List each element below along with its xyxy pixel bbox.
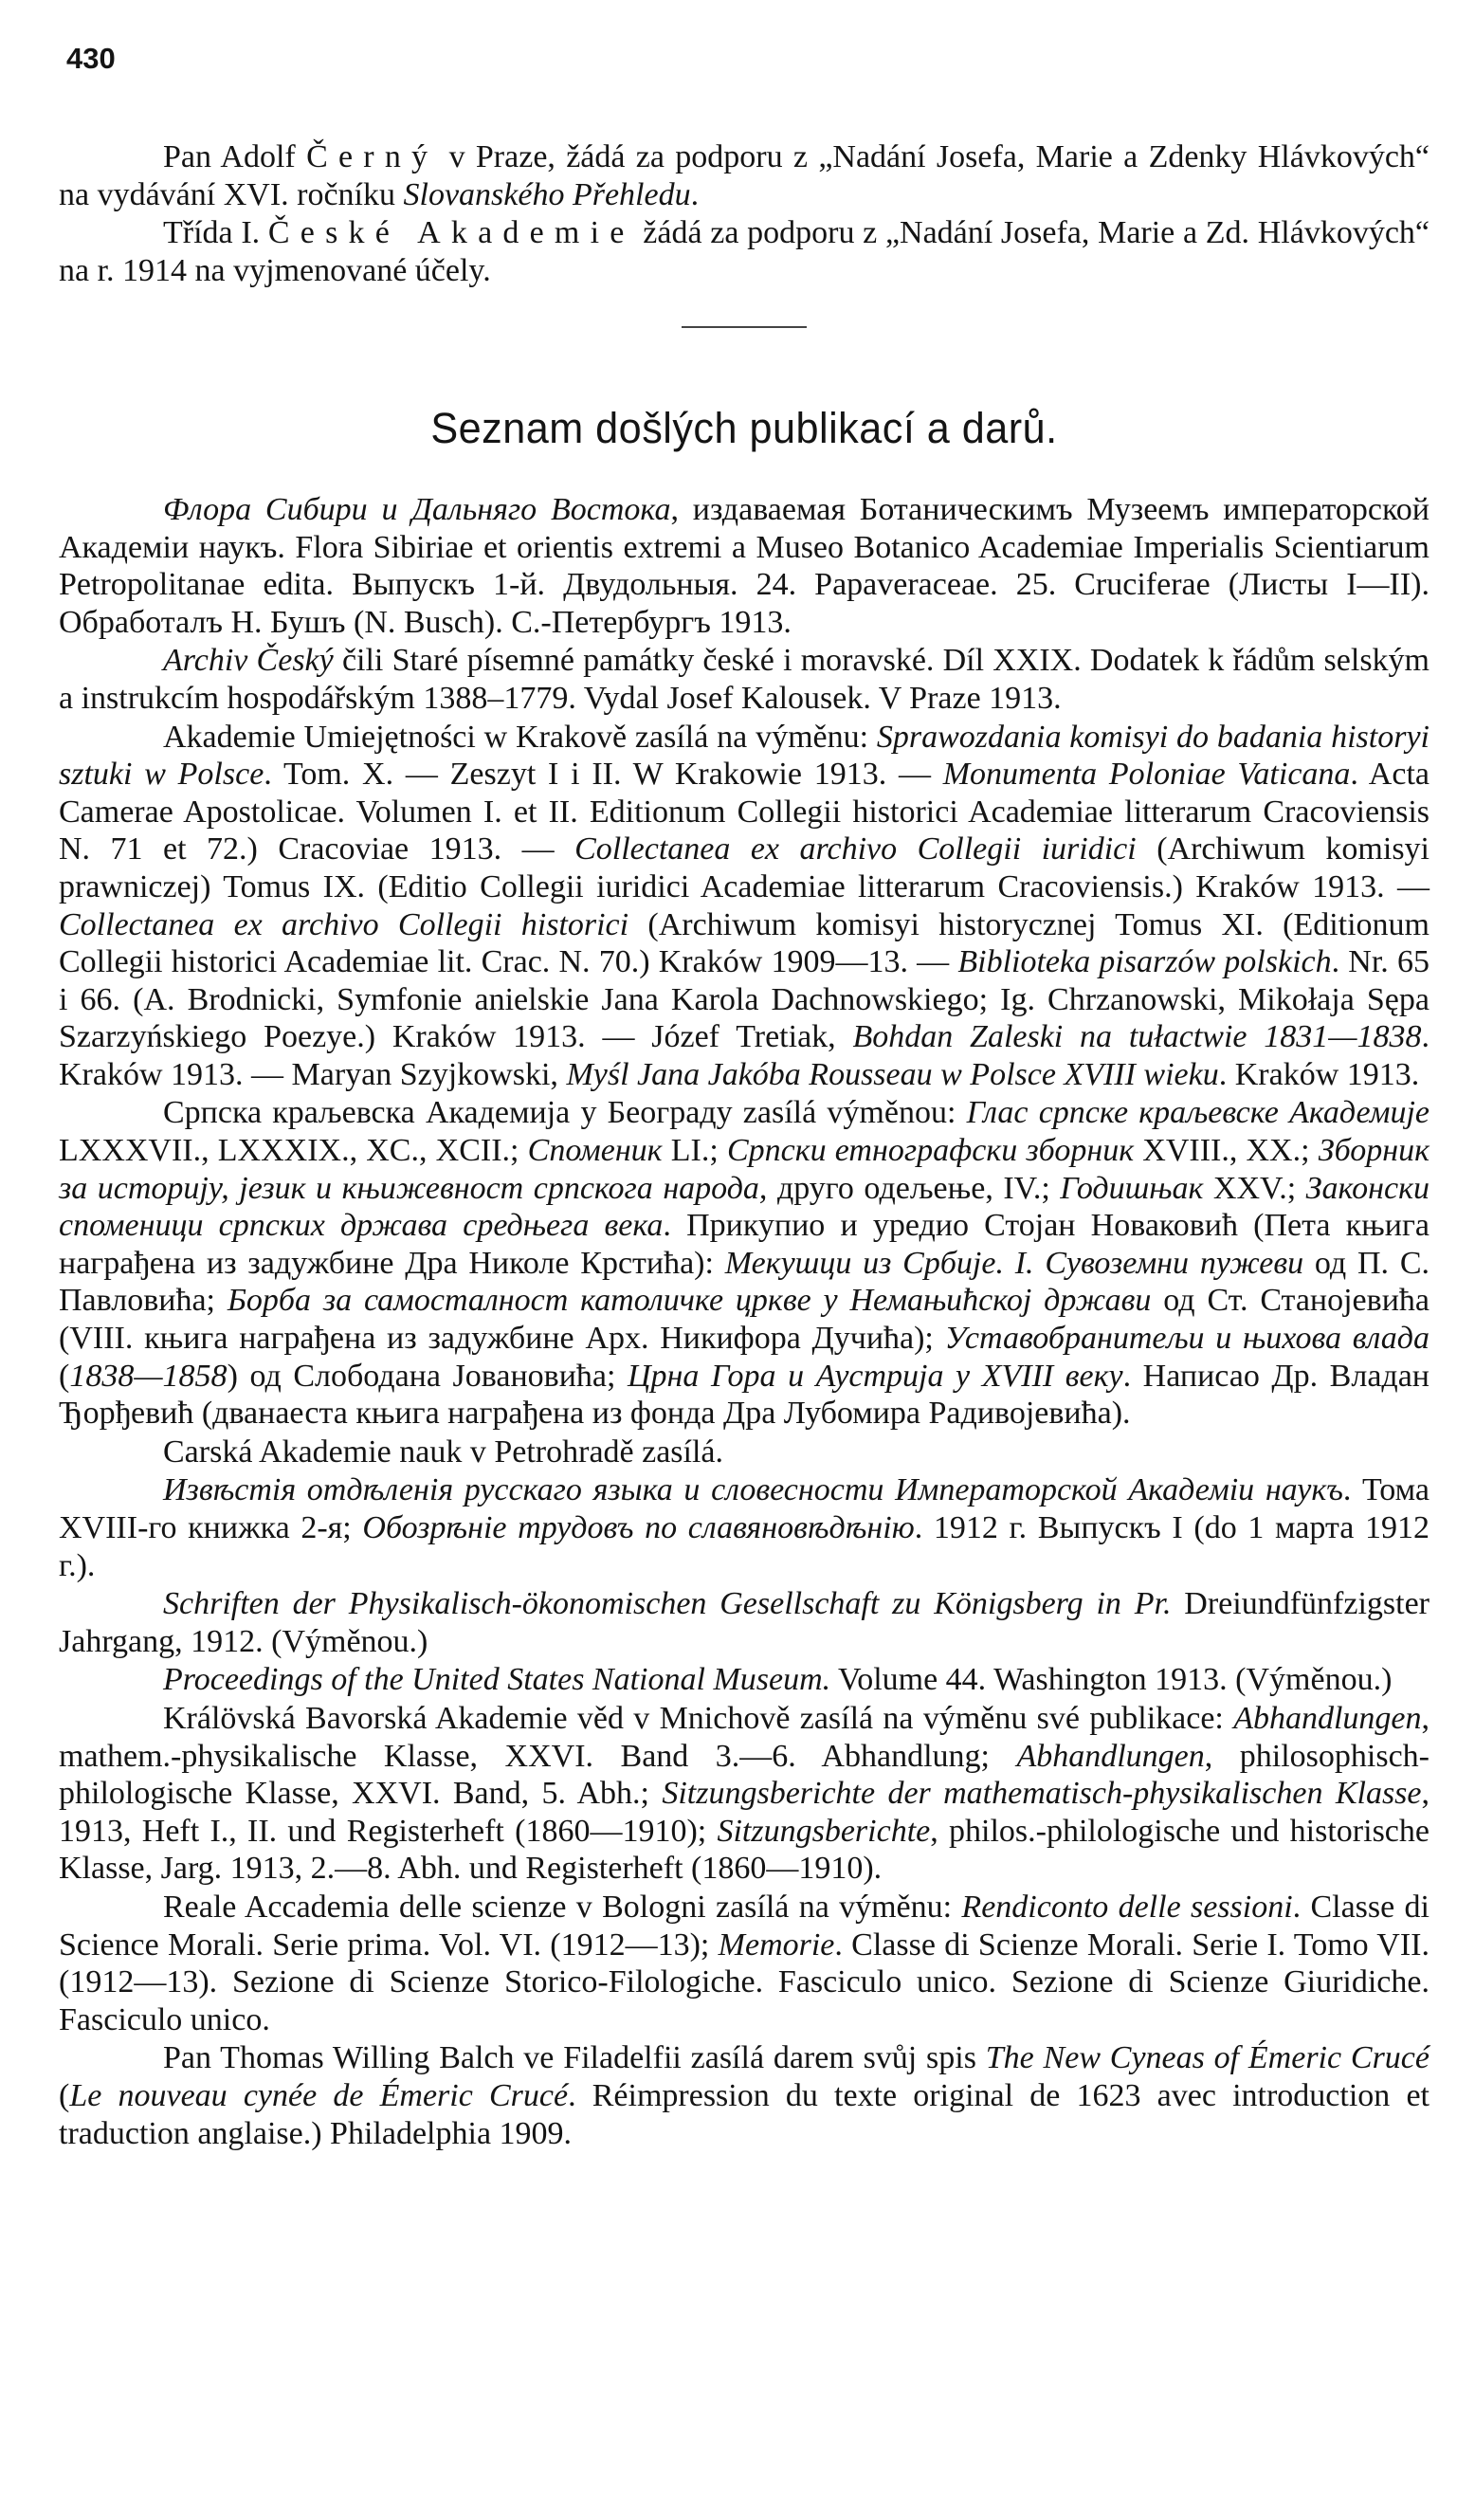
entry-bavorska-text-4: , philos.-philologische und historische Klasse, Jarg. 1913, 2.—8. Abh. und Registerheft (1860—1910). xyxy=(59,1813,1429,1887)
request-paragraph-trida xyxy=(59,214,1429,289)
entry-archiv xyxy=(59,642,1429,717)
entry-srpska-title-10: Црна Гора и Аустрија у XVIII веку xyxy=(628,1358,1123,1394)
entry-bologna-accademia xyxy=(59,1889,1429,2038)
request-trida-name: České Akademie xyxy=(267,215,635,251)
entry-srpska-title-9: Уставобранитељи и њихова влада xyxy=(944,1321,1429,1357)
entry-bavorska-title-1: Abhandlungen xyxy=(1233,1700,1422,1736)
entry-bavorska-title-2: Abhandlungen xyxy=(1016,1738,1205,1774)
entry-krakow-text-1: . Tom. X. — Zeszyt I i II. W Krakowie 1913. — xyxy=(264,757,943,793)
entry-flora xyxy=(59,491,1429,641)
entry-akademie-krakow xyxy=(59,719,1429,1094)
request-paragraph-cerny xyxy=(59,138,1429,213)
entry-balch-text-1: ( xyxy=(59,2077,70,2113)
entry-srpska-text-9: ( xyxy=(59,1358,70,1394)
entry-srpska-text-6: . Прикупио и уредио Стојан Новаковић (Пета књига награђена из задужбине Дра Николе Крстића): xyxy=(59,1208,1429,1281)
text-column xyxy=(59,138,1429,2152)
entry-krakow-text-4: (Archiwum komisyi historycznej Tomus XI. (Editionum Collegii historici Academiae lit. Crac. N. 70.) Kraków 1909—13. — xyxy=(59,906,1429,980)
entry-krakow-title-7: Myśl Jana Jakóba Rousseau w Polsce XVIII wieku xyxy=(566,1056,1219,1092)
entry-izvestija-text-1: . Тома XVIII-го книжка 2-я; xyxy=(59,1472,1429,1545)
entry-proceedings xyxy=(59,1661,1429,1699)
entry-srpska-title-3: Српски етнографски зборник xyxy=(726,1133,1135,1169)
entry-balch-intro: Pan Thomas Willing Balch ve Filadelfii zasílá darem svůj spis xyxy=(163,2040,986,2076)
request-trida-after: žádá za podporu z „Nadání Josefa, Marie a Zd. Hlávkových“ na r. 1914 na vyjmenované účely. xyxy=(59,215,1430,288)
entry-srpska-intro: Српска краљевска Академија у Београду zasílá výměnou: xyxy=(163,1095,967,1131)
entry-balch xyxy=(59,2039,1429,2152)
entry-bavorska-text-1: , mathem.-physikalische Klasse, XXVI. Band 3.—6. Abhandlung; xyxy=(59,1700,1429,1774)
entry-srpska-title-7: Мекушци из Србије. I. Сувоземни пужеви xyxy=(724,1245,1304,1281)
entry-krakow-title-2: Monumenta Poloniae Vaticana xyxy=(942,757,1351,793)
entry-schriften-text: Dreiundfünfzigster Jahrgang, 1912. (Výměnou.) xyxy=(59,1586,1429,1659)
entry-krakow-title-1: Sprawozdania komisyi do badania historyi sztuki w Polsce xyxy=(59,719,1429,793)
entry-krakow-text-3: (Archiwum komisyi prawniczej) Tomus IX. (Editio Collegii iuridici Academiae litterarum Cracoviensis.) Kraków 1913. — xyxy=(59,831,1429,904)
entry-srpska-text-8: од Ст. Станојевића (VIII. књига награђена из задужбине Арх. Никифора Дучића); xyxy=(59,1283,1429,1357)
entry-srpska-title-1: Глас српске краљевске Академије xyxy=(966,1095,1430,1131)
entry-archiv-title: Archiv Český xyxy=(163,643,334,679)
entry-bologna-text-2: . Classe di Scienze Morali. Serie I. Tomo VII. (1912—13). Sezione di Scienze Storico-Filologiche. Fasciculo unico. Sezione di Scienze Giuridiche. Fasciculo unico. xyxy=(59,1927,1430,2037)
entry-srpska-text-3: XVIII., XX.; xyxy=(1134,1133,1319,1169)
entry-srpska-title-5: Годишњак xyxy=(1060,1170,1204,1206)
entry-krakow-title-6: Bohdan Zaleski na tułactwie 1831—1838 xyxy=(852,1019,1422,1055)
entry-izvestija-text-2: . 1912 г. Выпускъ I (do 1 марта 1912 г.). xyxy=(59,1510,1429,1583)
entry-schriften xyxy=(59,1585,1429,1660)
entry-bologna-intro: Reale Accademia delle scienze v Bologni zasílá na výměnu: xyxy=(163,1889,962,1925)
entry-flora-title: Флора Сибири и Дальняго Востока xyxy=(163,491,671,527)
entry-krakow-title-4: Collectanea ex archivo Collegii historici xyxy=(59,906,629,942)
entry-bavorska-title-3: Sitzungsberichte der mathematisch-physikalischen Klasse xyxy=(662,1776,1422,1812)
request-cerny-end: . xyxy=(690,176,700,212)
entry-srpska-text-7: од П. С. Павловића; xyxy=(59,1245,1429,1319)
entry-bologna-text-1: . Classe di Science Morali. Serie prima. Vol. VI. (1912—13); xyxy=(59,1889,1430,1963)
entry-balch-title-1: The New Cyneas of Émeric Crucé xyxy=(985,2040,1429,2076)
entry-srpska-title-4: Зборник за историју, језик и књижевност српскога народа, xyxy=(59,1133,1429,1206)
entry-srpska-title-6: Законски споменици српских држава средњега века xyxy=(59,1170,1429,1244)
entry-bavorska-title-4: Sitzungsberichte xyxy=(717,1813,931,1849)
entry-srpska-akademija xyxy=(59,1094,1429,1432)
entry-srpska-text-10: . Написао Др. Владан Ђорђевић (дванаеста књига награђена из фонда Дра Лубомира Радивојевића). xyxy=(59,1358,1429,1432)
entry-bavorska-text-2: , philosophisch-philologische Klasse, XXVI. Band, 5. Abh.; xyxy=(59,1738,1429,1812)
request-cerny-before: Pan Adolf xyxy=(163,139,296,174)
entry-izvestija-title-2: Обозрѣнiе трудовъ по славяновѣдѣнiю xyxy=(362,1510,915,1545)
entry-krakow-text-6: . Kraków 1913. — Maryan Szyjkowski, xyxy=(59,1019,1430,1092)
request-cerny-after: v Praze, žádá za podporu z „Nadání Josefa, Marie a Zdenky Hlávkových“ na vydávání XVI. ročníku xyxy=(59,139,1430,212)
entry-srpska-text-4: друго одељење, IV.; xyxy=(767,1170,1061,1206)
entry-bologna-title-1: Rendiconto delle sessioni xyxy=(961,1889,1293,1925)
entry-krakow-text-5: . Nr. 65 i 66. (A. Brodnicki, Symfonie anielskie Jana Karola Dachnowskiego; Ig. Chrzanowski, Mikołaja Sępa Szarzyńskiego Poezye.) Kraków 1913. — Józef Tretiak, xyxy=(59,944,1429,1055)
entry-carska-akademie xyxy=(59,1433,1429,1471)
entry-proceedings-title: Proceedings of the United States National Museum. xyxy=(163,1662,831,1698)
entry-izvestija xyxy=(59,1471,1429,1584)
entry-srpska-title-8: Борба за самосталност католичке цркве у Немањићској држави xyxy=(227,1283,1152,1319)
page-number: 430 xyxy=(66,42,116,75)
entry-srpska-years: 1838—1858 xyxy=(69,1358,228,1394)
entry-balch-title-2: Le nouveau cynée de Émeric Crucé xyxy=(69,2077,569,2113)
request-trida-before: Třída I. xyxy=(163,215,261,251)
entry-krakow-title-3: Collectanea ex archivo Collegii iuridici xyxy=(574,831,1137,867)
entry-srpska-text-2: LI.; xyxy=(662,1133,727,1169)
entry-bavorska-akademie xyxy=(59,1700,1429,1888)
entry-srpska-text-1: LXXXVII., LXXXIX., XC., XCII.; xyxy=(59,1133,528,1169)
section-title: Seznam došlých publikací a darů. xyxy=(430,404,1058,453)
entry-krakow-text-7: . Kraków 1913. xyxy=(1218,1056,1420,1092)
entry-proceedings-text: Volume 44. Washington 1913. (Výměnou.) xyxy=(830,1662,1393,1698)
entry-schriften-title: Schriften der Physikalisch-ökonomischen Gesellschaft zu Königsberg in Pr. xyxy=(163,1586,1172,1622)
request-cerny-journal: Slovanského Přehledu xyxy=(403,176,691,212)
entry-srpska-text-5: XXV.; xyxy=(1203,1170,1306,1206)
entry-flora-text: , издаваемая Ботаническимъ Музеемъ императорской Академiи наукъ. Flora Sibiriae et orientis extremi a Museo Botanico Academiae Imperialis Scientiarum Petropolitanae edita. Выпускъ 1-й. Двудольныя. 24. Papaveraceae. 25. Cruciferae (Листы I—II). Обработалъ Н. Бушъ (N. Busch). С.-Петербургъ 1913. xyxy=(59,491,1430,640)
separator-rule xyxy=(682,326,807,328)
entry-bavorska-text-3: , 1913, Heft I., II. und Registerheft (1860—1910); xyxy=(59,1776,1429,1849)
entry-izvestija-title: Извѣстiя отдѣленiя русскаго языка и словесности Императорской Академiи наукъ xyxy=(163,1472,1343,1508)
entry-bavorska-intro: Králövská Bavorská Akademie věd v Mnichově zasílá na výměnu své publikace: xyxy=(163,1700,1234,1736)
entry-balch-text-2: . Réimpression du texte original de 1623 avec introduction et traduction anglaise.) Philadelphia 1909. xyxy=(59,2077,1429,2151)
entry-srpska-title-2: Споменик xyxy=(527,1133,663,1169)
entry-bologna-title-2: Memorie xyxy=(718,1927,835,1963)
entry-srpska-text-9b: ) од Слободана Јовановића; xyxy=(227,1358,628,1394)
entry-krakow-title-5: Biblioteka pisarzów polskich xyxy=(957,944,1332,980)
request-cerny-name: Černý xyxy=(306,139,439,174)
entry-krakow-text-2: . Acta Camerae Apostolicae. Volumen I. et II. Editionum Collegii historici Academiae litterarum Cracoviensis N. 71 et 72.) Cracoviae 1913. — xyxy=(59,757,1429,867)
entry-carska-intro: Carská Akademie nauk v Petrohradě zasílá. xyxy=(163,1433,724,1470)
entry-archiv-text: čili Staré písemné památky české i moravské. Díl XXIX. Dodatek k řádům selským a instrukcím hospodářským 1388–1779. Vydal Josef Kalousek. V Praze 1913. xyxy=(59,643,1429,716)
entry-krakow-intro: Akademie Umiejętności w Krakově zasílá na výměnu: xyxy=(163,719,877,755)
